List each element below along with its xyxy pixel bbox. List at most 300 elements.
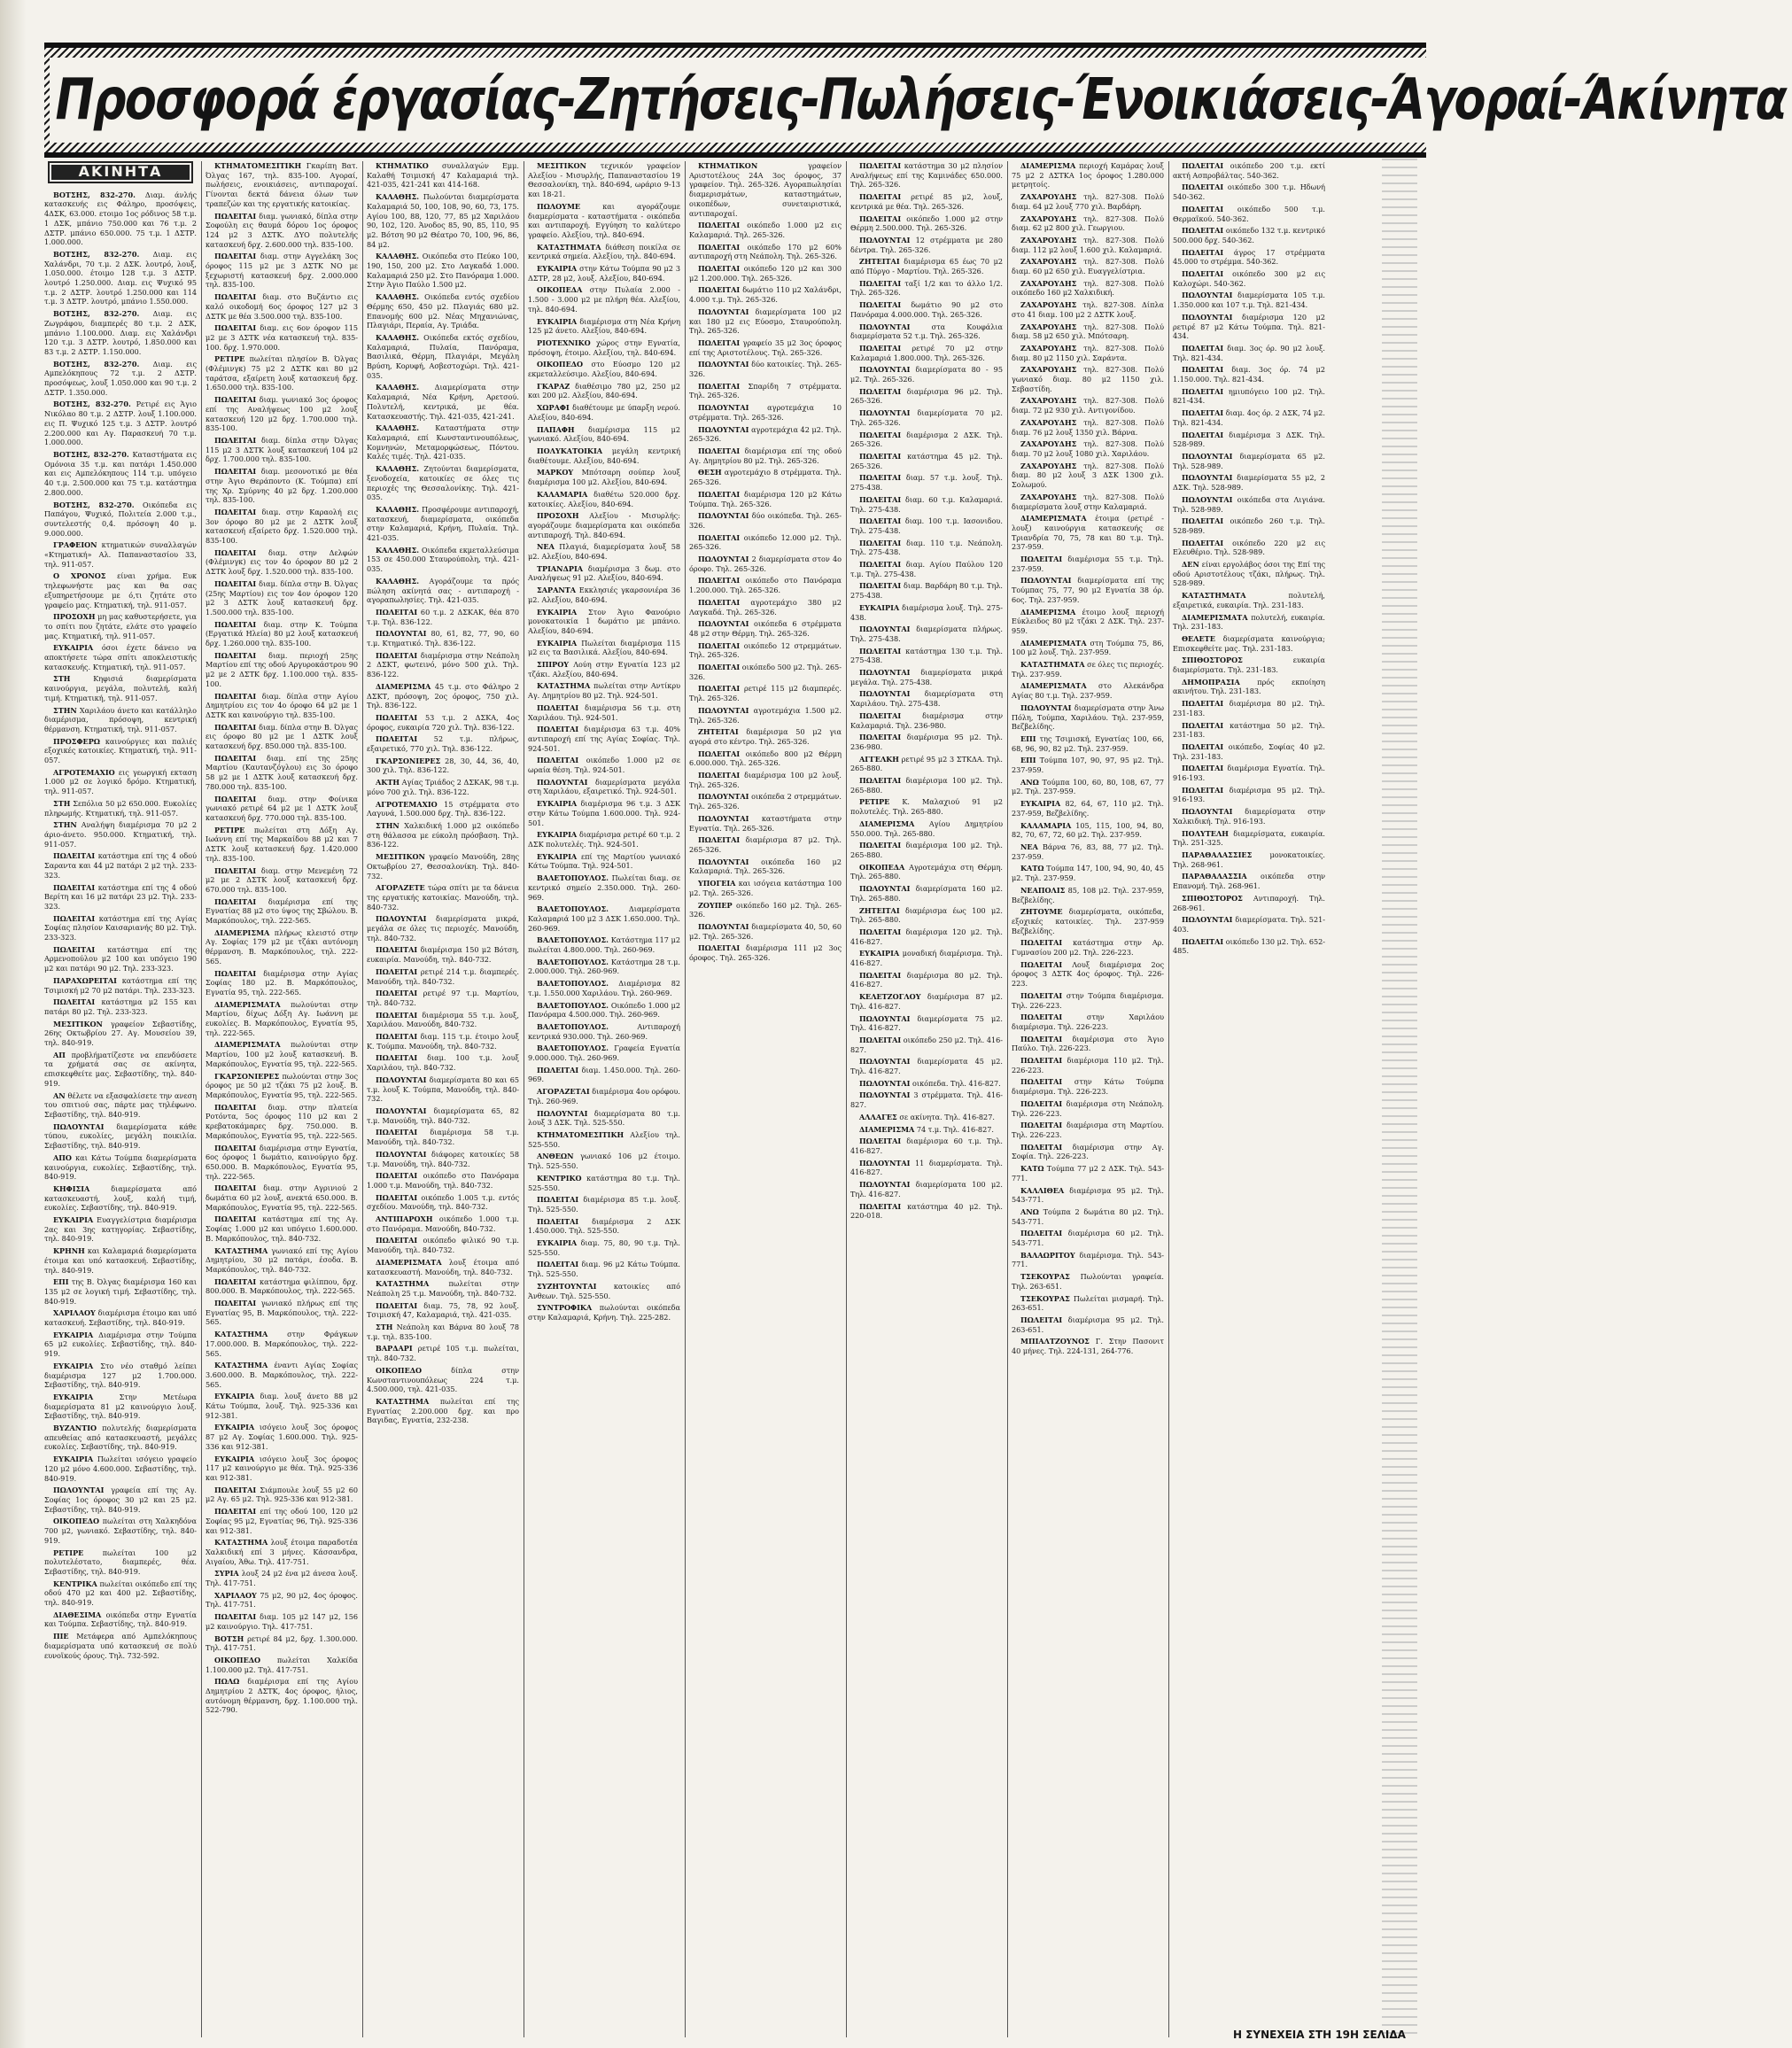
ad-lead-word: ΣΑΡΑΝΤΑ — [537, 586, 577, 595]
ad-text: διαμερίσματα στην Χαλκιδική. Τηλ. 916-193. — [1173, 807, 1325, 826]
ad-lead-word: ΑΝΤΙΠΑΡΟΧΗ — [376, 1214, 433, 1224]
ad-text: Καταστήματα εις Ομόνοια 35 τ.μ. και πατάρι 1.450.000 και εις Αμπελόκηπους 114 τ.μ. υπόγειο 40 τ.μ. 2.500.000 και 75 τ.μ. κατάστημα 2.800.000. — [44, 449, 198, 497]
ad-lead-word: ΕΥΚΑΙΡΙΑ — [537, 264, 578, 274]
ad-text: πωλείται 100 μ2 πολυτελέστατο, διαμπερές, θέα. Σεβαστίδης, τηλ. 840-919. — [44, 1548, 197, 1576]
classified-ad — [1012, 555, 1164, 573]
ad-text: οικόπεδα. Τηλ. 416-827. — [912, 1078, 1001, 1088]
classified-ad — [689, 641, 842, 660]
classified-ad — [1173, 365, 1325, 384]
classified-ad — [1012, 514, 1164, 552]
ad-lead-word: ΠΩΛΕΙΤΑΙ — [859, 1136, 902, 1146]
ad-text: κατάστημα στην Αρ. Γυμνασίου 200 μ2. Τηλ. 226-223. — [1012, 938, 1165, 958]
ad-text: Διαμ. άνλής κατασκευής εις Φάληρο, προσόψεις, 4ΔΣΚ, 63.000. ετοιμο 1ος ρόδινος 58 τ.μ. 1 ΔΣΚ, μπάνιο 750.000 και 76 τ.μ. 2 ΔΣΤΡ. μπάνιο 650.000. 75 τ.μ. 1 ΔΣΤΡ. 1.000.000. — [44, 190, 198, 247]
classified-ad — [528, 1260, 680, 1278]
ad-lead-word: ΠΩΛΕΙΤΑΙ — [698, 943, 741, 953]
ad-lead-word: ΠΩΛΕΙΤΑΙ — [1182, 720, 1224, 730]
ad-text: αγροτεμάχια 1.500 μ2. Τηλ. 265-326. — [689, 705, 842, 725]
ad-lead-word: ΧΑΡΙΛΑΟΥ — [53, 1308, 96, 1318]
ad-lead-word: ΠΩΛΟΥΝΤΑΙ — [1182, 291, 1233, 300]
ad-text: γωνιακό επί της Αγίου Δημητρίου, 30 μ2 πατάρι, έσοδα. Β. Μαρκόπουλος, τηλ. 840-732. — [206, 1245, 358, 1274]
ad-text: διαμ. 75, 78, 92 λουξ. Τσιμισκή 47, Καλαμαριά, τηλ. 421-035. — [367, 1300, 520, 1320]
classified-ad — [206, 1507, 358, 1535]
classified-ad — [367, 1171, 519, 1190]
ad-text: κατάστημα επί της Αγίας Σοφίας πλησίον Καισαριανής 80 μ2. Τηλ. 233-323. — [44, 913, 197, 943]
ad-lead-word: ΠΩΛΕΙΤΑΙ — [1182, 936, 1224, 946]
classified-ad — [44, 571, 197, 609]
ad-text: τηλ. 827-308. Πολύ διαμ. 80 μ2 λουξ 3 ΔΣΚ 1300 χιλ. Σολωμού. — [1012, 461, 1164, 490]
classified-ad — [206, 354, 358, 392]
ad-text: οικόπεδο 800 μ2 Θέρμη 6.000.000. Τηλ. 265-326. — [689, 749, 842, 768]
ad-lead-word: ΚΑΛΑΘΗΣ. — [376, 423, 420, 433]
ad-lead-word: ΠΩΛΕΙΤΑΙ — [859, 538, 902, 547]
classified-ad — [850, 344, 1003, 362]
ad-lead-word: ΖΑΧΑΡΟΥΔΗΣ — [1020, 257, 1077, 267]
classified-ad — [206, 1591, 358, 1610]
ad-lead-word: ΠΩΛΟΥΝΤΑΙ — [698, 619, 749, 629]
ad-lead-word: ΠΩΛΕΙΤΑΙ — [537, 1216, 579, 1226]
ad-text: διαμ. 105 μ2 147 μ2, 156 μ2 καινούργιο. Τηλ. 417-751. — [206, 1612, 359, 1631]
ad-text: διαμέρισμα 100 μ2. Τηλ. 265-880. — [850, 776, 1003, 795]
classified-ad — [44, 1330, 197, 1359]
classified-ad — [206, 969, 358, 997]
ad-lead-word: ΠΡΟΣΟΧΗ — [537, 511, 579, 521]
classified-ad — [44, 1246, 197, 1275]
ad-text: διαμέρισμα 80 μ2. Τηλ. 416-827. — [850, 970, 1003, 989]
classified-ad — [367, 734, 519, 753]
classified-ad — [689, 598, 842, 617]
ad-lead-word: ΠΩΛΕΙΤΑΙ — [1182, 386, 1224, 396]
classified-ad — [367, 252, 519, 290]
classified-ad — [1173, 431, 1325, 449]
classified-ad — [689, 161, 842, 218]
ad-text: Διαμερίσματα στην Καλαμαριά, Νέα Κρήνη, Αρετσού. Πολυτελή, κεντρικά, με θέα. Κατασκευαστής. Τηλ. 421-035, 421-241. — [367, 383, 519, 421]
ad-lead-word: ΠΩΛΕΙΤΑΙ — [537, 756, 579, 765]
classified-ad — [206, 548, 358, 577]
ad-lead-word: ΚΕΝΤΡΙΚΟ — [537, 1173, 582, 1183]
ad-lead-word: ΕΥΚΑΙΡΙΑ — [1020, 799, 1061, 809]
ad-lead-word: ΣΠΙΡΟΥ — [537, 660, 570, 670]
ad-lead-word: ΔΕΝ — [1182, 560, 1199, 570]
classified-ad — [367, 1075, 519, 1104]
ad-lead-word: ΚΑΛΑΘΗΣ. — [376, 192, 420, 202]
ad-text: καινούργιες και παλιές εξοχικές κατοικίες. Κτηματική, τηλ. 911-057. — [44, 736, 197, 765]
ad-lead-word: ΠΩΛΕΙΤΑΙ — [698, 221, 741, 230]
classified-ad — [44, 768, 197, 796]
ad-lead-word: ΠΙΕ — [53, 1632, 69, 1641]
classified-ad — [850, 300, 1003, 319]
ad-lead-word: ΠΩΛΕΙΤΑΙ — [859, 278, 902, 288]
ad-lead-word: ΠΩΛΕΙΤΑΙ — [698, 489, 741, 499]
classified-ad — [528, 1217, 680, 1236]
ad-lead-word: ΠΩΛΕΙΤΑΙ — [376, 1236, 418, 1245]
ad-text: πωλούνται στην Μαρτίου, δίχως Δόξη Αγ. Ιωάννη με ευκολίες. Β. Μαρκόπουλος, Εγνατία 95, τηλ. 222-565. — [206, 999, 358, 1037]
classified-ad — [689, 264, 842, 283]
classified-ad — [44, 1277, 197, 1306]
ad-text: Μπότσαρη σούπερ λουξ διαμέρισμα 100 μ2. Αλεξίου, 840-694. — [528, 468, 680, 487]
ad-text: 82, 64, 67, 110 μ2. Τηλ. 237-959, Βεζβελίδης. — [1012, 799, 1164, 818]
classified-ad — [1012, 907, 1164, 935]
classified-ad — [528, 1238, 680, 1257]
ad-lead-word: ΔΗΜΟΠΡΑΣΙΑ — [1182, 677, 1240, 687]
ad-text: 75 μ2, 90 μ2, 4ος όροφος. Τηλ. 417-751. — [206, 1590, 358, 1610]
classified-ad — [528, 1066, 680, 1084]
ad-text: ρετιρέ 214 τ.μ. διαμπερές. Μανούδη, τηλ. 840-732. — [367, 966, 519, 986]
classified-ad — [1012, 161, 1164, 190]
classified-ad — [1012, 886, 1164, 904]
classified-ad — [367, 1193, 519, 1212]
ad-text: και Κάτω Τούμπα διαμερίσματα καινούργια, ευκολίες. Σεβαστίδης, τηλ. 840-919. — [44, 1152, 197, 1182]
ad-text: στην Κάτω Τούμπα 90 μ2 3 ΔΣΤΡ, 28 μ2, λουξ. Αλεξίου, 840-694. — [528, 264, 680, 283]
ad-text: προβλήματίζεστε να επενδύσετε τα χρήματά σας σε ακίνητα, επισκεφθείτε μας. Σεβαστίδης, τηλ. 840-919. — [44, 1050, 197, 1088]
ad-lead-word: ΠΩΛΕΙΤΑΙ — [1020, 1121, 1063, 1130]
ad-lead-word: ΑΠ — [53, 1050, 66, 1059]
classified-ad — [1173, 226, 1325, 244]
ad-text: διαθέσιμο 780 μ2, 250 μ2 και 200 μ2. Αλεξίου, 840-694. — [528, 381, 680, 400]
classified-ad — [206, 161, 358, 209]
ad-lead-word: ΕΥΚΑΙΡΙΑ — [537, 1238, 578, 1248]
ad-text: Τούμπα 2 δωμάτια 80 μ2. Τηλ. 543-771. — [1012, 1206, 1164, 1226]
ad-lead-word: ΒΑΛΑΩΡΙΤΟΥ — [1020, 1250, 1075, 1260]
ad-text: οικόπεδο 300 τ.μ. Ηδωνή 540-362. — [1173, 182, 1326, 202]
ad-lead-word: ΡΕΤΙΡΕ — [859, 797, 890, 807]
ad-text: Διαμέρισμα 82 τ.μ. 1.550.000 Χαριλάου. Τηλ. 260-969. — [528, 979, 680, 997]
classified-ad — [206, 1072, 358, 1100]
ad-text: οικόπεδα στην Επανομή. Τηλ. 268-961. — [1173, 872, 1325, 891]
ad-text: δύο οικόπεδα. Τηλ. 265-326. — [689, 511, 842, 530]
classified-ad — [367, 1236, 519, 1254]
ad-text: ρετιρέ 70 μ2 στην Καλαμαριά 1.800.000. Τηλ. 265-326. — [850, 343, 1003, 362]
classified-ad — [367, 651, 519, 679]
ad-lead-word: ΒΑΛΕΤΟΠΟΥΛΟΣ. — [537, 1021, 609, 1031]
classified-ad — [1012, 938, 1164, 957]
ad-text: διάφορες κατοικίες 58 τ.μ. Μανούδη, τηλ. 840-732. — [367, 1149, 519, 1168]
ad-text: διαμ. γωνιακό 3ος όροφος επί της Αναλήψεως 100 μ2 λουξ κατασκευή 120 μ2 δρχ. 1.700.000 τηλ. 835-100. — [206, 395, 358, 433]
classified-ad — [1012, 756, 1164, 774]
classified-ad — [367, 1011, 519, 1029]
ad-lead-word: ΚΑΛΛΙΘΕΑ — [1020, 1185, 1065, 1195]
classified-ad — [850, 971, 1003, 989]
ad-lead-word: ΠΩΛΕΙΤΑΙ — [214, 1299, 257, 1308]
ad-text: διαμέρισμα έως 100 μ2. Τηλ. 265-880. — [850, 905, 1004, 925]
ad-lead-word: ΖΑΧΑΡΟΥΔΗΣ — [1020, 343, 1077, 353]
ad-lead-word: ΠΩΛΟΥΝΤΑΙ — [698, 921, 749, 931]
classified-ad — [528, 1130, 680, 1149]
classified-ad — [850, 1036, 1003, 1054]
ad-lead-word: ΠΩΛΟΥΝΤΑΙ — [376, 1105, 427, 1115]
ad-lead-word: ΠΩΛΕΙΤΑΙ — [698, 771, 741, 780]
ad-text: διαμερίσματα, οικόπεδα, εξοχικές κατοικίες. Τηλ. 237-959 Βεζβελίδης. — [1012, 907, 1165, 935]
classified-ad — [44, 1215, 197, 1244]
classified-ad — [44, 1020, 197, 1048]
classified-ad — [528, 317, 680, 336]
ad-text: Αλεξίου - Μισυρλής: αγοράζουμε διαμερίσματα και οικόπεδα αντιπαροχή. Τηλ. 840-694. — [528, 511, 680, 539]
ad-lead-word: ΕΥΚΑΙΡΙΑ — [53, 1455, 94, 1464]
ad-text: λουξ έτοιμα από κατασκευαστή. Μανούδη, τηλ. 840-732. — [367, 1257, 519, 1276]
ad-lead-word: ΚΑΤΑΣΤΗΜΑ — [214, 1330, 268, 1339]
ad-text: γωνιακό πλήρως επί της Εγνατίας 95, Β. Μαρκόπουλος, τηλ. 222-565. — [206, 1299, 358, 1327]
ad-lead-word: ΟΙΚΟΠΕΔΟ — [376, 1365, 423, 1375]
ad-lead-word: ΑΓΓΕΛΚΗ — [859, 754, 899, 764]
classified-ad — [850, 1202, 1003, 1221]
classified-ad — [850, 1180, 1003, 1199]
classified-ad — [206, 1612, 358, 1631]
ad-text: εις γεωργική εκταση 1.000 μ2 σε λογικό δρόμο. Κτηματική, τηλ. 911-057. — [44, 767, 197, 796]
ad-lead-word: ΠΩΛΟΥΝΤΑΙ — [376, 1149, 427, 1159]
ad-lead-word: ΚΑΤΑΣΤΗΜΑ — [214, 1245, 268, 1255]
classified-ad — [528, 360, 680, 378]
ad-text: καταστήματα στην Εγνατία. Τηλ. 265-326. — [689, 813, 842, 833]
ad-text: διαμερίσματα 105 τ.μ. 1.350.000 και 107 τ.μ. Τηλ. 821-434. — [1173, 291, 1325, 310]
ad-lead-word: ΠΩΛΕΙΤΑΙ — [859, 430, 902, 439]
ad-text: διάθεση ποικίλα σε κεντρικά σημεία. Αλεξίου, τηλ. 840-694. — [528, 242, 680, 261]
ad-lead-word: ΠΩΛΕΙΤΑΙ — [859, 343, 902, 353]
ad-text: διαμ. επί της 25ης Μαρτίου (Καυτανζόγλου) εις 3ο όροφο 58 μ2 με 1 ΔΣΤΚ λουξ κατασκευή δρχ. 780.000 τηλ. 835-100. — [206, 753, 358, 791]
ad-lead-word: ΠΩΛΕΙΤΑΙ — [1182, 408, 1224, 418]
ad-text: Τούμπα 77 μ2 2 ΔΣΚ. Τηλ. 543-771. — [1012, 1164, 1164, 1183]
ad-text: διαμ. στην Αγγελάκη 3ος όροφος 115 μ2 με 3 ΔΣΤΚ ΝΟ με ξεχωριστή κατασκευή δρχ. 2.000.000 τηλ. 835-100. — [206, 252, 358, 290]
classified-column — [528, 161, 680, 2037]
ad-lead-word: ΠΩΛΕΙΤΑΙ — [859, 386, 902, 396]
classified-ad — [689, 221, 842, 239]
ad-text: κατάστημα επί της 4 οδού Βερίτη και 16 μ2 πατάρι 23 μ2. Τηλ. 233-323. — [44, 882, 197, 911]
ad-lead-word: ΠΩΛΕΙΤΑΙ — [214, 1183, 257, 1193]
ad-lead-word: ΠΩΛΕΙΤΑΙ — [53, 913, 96, 923]
classified-ad — [1012, 279, 1164, 298]
ad-lead-word: ΠΩΛΕΙΤΑΙ — [214, 323, 257, 333]
ad-lead-word: ΔΙΑΜΕΡΙΣΜΑΤΑ — [376, 1257, 442, 1267]
ad-text: διαμέρισμα 150 μ2 Βότση, ευκαιρία. Μανούδη, τηλ. 840-732. — [367, 945, 519, 965]
classified-ad — [44, 1632, 197, 1660]
ad-lead-word: ΑΓΟΡΑΖΕΤΑΙ — [537, 1087, 590, 1097]
ad-text: διαμέρισμα στην Εγνατία, 6ος όροφος 1 δωμάτιο, καινούργιο δρχ. 650.000. Β. Μαρκόπουλος, Εγνατία 95, τηλ. 222-565. — [206, 1143, 359, 1181]
ad-lead-word: ΖΑΧΑΡΟΥΔΗΣ — [1020, 492, 1077, 501]
ad-lead-word: ΠΩΛΕΙΤΑΙ — [1182, 247, 1224, 257]
classified-ad — [689, 857, 842, 876]
ad-lead-word: ΠΩΛΟΥΝΤΑΙ — [859, 1158, 911, 1168]
ad-lead-word: ΔΙΑΜΕΡΙΣΜΑ — [1020, 161, 1076, 170]
classified-ad — [1012, 576, 1164, 604]
classified-ad — [206, 1455, 358, 1483]
ad-text: Αγίας Τριάδος 2 ΔΣΚΑΚ, 98 τ.μ. μόνο 700 χιλ. Τηλ. 836-122. — [367, 778, 519, 796]
classified-ad — [367, 1344, 519, 1362]
ad-lead-word: ΖΗΤΟΥΜΕ — [1020, 907, 1063, 917]
ad-lead-word: ΚΑΛΑΘΗΣ. — [376, 464, 420, 474]
ad-lead-word: ΠΩΛΕΙΤΑΙ — [1020, 1315, 1063, 1324]
ad-lead-word: ΕΥΚΑΙΡΙΑ — [537, 830, 578, 840]
ad-text: διαμέρισμα στην Νεάπολη 2 ΔΣΚΤ, φωτεινό, μόνο 500 χιλ. Τηλ. 836-122. — [367, 650, 519, 679]
ad-text: επί της Μαρτίου γωνιακό Κάτω Τούμπα. Τηλ. 924-501. — [528, 851, 680, 871]
classified-ad — [206, 1677, 358, 1715]
ad-lead-word: ΔΙΑΜΕΡΙΣΜΑ — [214, 927, 270, 937]
ad-text: ημιυπόγειο 100 μ2. Τηλ. 821-434. — [1173, 386, 1325, 406]
classified-ad — [528, 285, 680, 314]
classified-ad — [367, 161, 519, 190]
classified-ad — [367, 914, 519, 943]
ad-lead-word: ΠΩΛΕΙΤΑΙ — [698, 640, 741, 650]
ad-text: Αντιπαροχή. Τηλ. 268-961. — [1173, 893, 1325, 912]
ad-text: διαμέρισμα στην Αγίας Σοφίας 180 μ2. Β. Μαρκόπουλος, Εγνατία 95, τηλ. 222-565. — [206, 968, 358, 997]
classified-ad — [1173, 182, 1325, 201]
classified-ad — [689, 360, 842, 378]
ad-lead-word: ΠΩΛΟΥΝΤΑΙ — [859, 1090, 911, 1100]
classified-ad — [689, 835, 842, 854]
ad-lead-word: ΠΩΛΕΙΤΑΙ — [1020, 938, 1063, 948]
classified-ad — [850, 516, 1003, 535]
ad-text: αγροτεμάχια 42 μ2. Τηλ. 265-326. — [689, 424, 842, 444]
classified-ad — [1012, 1186, 1164, 1205]
classified-ad — [367, 852, 519, 880]
ad-lead-word: ΒΥΖΑΝΤΙΟ — [53, 1424, 97, 1433]
ad-lead-word: ΚΑΛΑΘΗΣ. — [376, 252, 420, 261]
classified-ad — [206, 252, 358, 290]
ad-text: Κατάστημα 28 τ.μ. 2.000.000. Τηλ. 260-969. — [528, 957, 680, 976]
ad-lead-word: ΕΥΚΑΙΡΙΑ — [537, 638, 578, 648]
classified-ad — [367, 1258, 519, 1276]
classified-ad — [1012, 734, 1164, 753]
ad-text: Οικόπεδα στο Πεύκο 100, 190, 150, 200 μ2. Στο Λαγκαδά 1.000. Καλαμαριά 250 μ2. Στο Πανόραμα 1.000. Στην Άγιο Παύλο 1.500 μ2. — [367, 252, 520, 290]
ad-lead-word: ΠΩΛΕΙΤΑΙ — [1182, 365, 1224, 375]
ad-lead-word: ΠΩΛΕΙΤΑΙ — [214, 1612, 257, 1622]
ad-text: διαμέρισμα έτοιμο και υπό κατασκευή. Σεβαστίδης, τηλ. 840-919. — [44, 1308, 197, 1328]
ad-lead-word: ΠΩΛΕΙΤΑΙ — [376, 966, 418, 976]
ad-lead-word: ΠΩΛΟΥΝΤΑΙ — [1182, 807, 1233, 817]
ad-text: πωλείται Χαλκίδα 1.100.000 μ2. Τηλ. 417-751. — [206, 1655, 358, 1674]
ad-text: Διαμ. εις Ζωγράφου, διαμπερές 80 τ.μ. 2 ΔΣΚ, μπάνιο 1.100.000. Διαμ. εις Χαλάνδρι 120 τ.μ. 3 ΔΣΤΡ. λουτρό, 1.850.000 και 83 τ.μ. 2 ΔΣΤΡ. 1.150.000. — [44, 309, 197, 356]
classified-ad — [528, 958, 680, 976]
ad-lead-word: ΠΩΛΕΙΤΑΙ — [698, 576, 741, 586]
ad-lead-word: ΠΡΟΣΦΕΡΩ — [53, 736, 101, 746]
ad-lead-word: ΣΤΗΝ — [376, 821, 400, 830]
ad-lead-word: ΠΩΛΕΙΤΑΙ — [1020, 1142, 1063, 1152]
ad-lead-word: ΖΟΥΠΕΡ — [698, 900, 733, 910]
ad-lead-word: ΧΑΡΙΛΑΟΥ — [214, 1590, 257, 1600]
classified-ad — [850, 560, 1003, 578]
ad-lead-word: ΠΩΛΕΙΤΑΙ — [537, 702, 579, 712]
classified-ad — [1012, 660, 1164, 679]
ad-text: διαμέρισμα 100 μ2 λουξ. Τηλ. 265-326. — [689, 771, 842, 789]
ad-lead-word: ΠΩΛΕΙΤΑΙ — [859, 473, 902, 483]
ad-text: Οικόπεδα εις Παπάγου, Ψυχικό, Πολιτεία 2.000 τ.μ., συντελεστής 0,4. πρόσοψη 40 μ. 9.000.000. — [44, 500, 197, 538]
ad-text: πωλείται πλησίον Β. Όλγας (Φλέμινγκ) 75 μ2 2 ΔΣΤΚ και 80 μ2 ταράτσα, εξαίρετη λουξ κατασκευή δρχ. 1.650.000 τηλ. 835-100. — [206, 354, 358, 392]
classified-ad — [850, 711, 1003, 730]
ad-text: διαμερίσματα κάθε τύπου, ευκολίες, μεγάλη ποικιλία. Σεβαστίδης, τηλ. 840-919. — [44, 1121, 197, 1151]
ad-lead-word: ΠΩΛΕΙΤΑΙ — [1020, 1229, 1063, 1238]
column-rule — [846, 161, 847, 2037]
ad-text: διαμερίσματα από κατασκευαστή, λουξ, καλή τιμή, ευκολίες. Σεβαστίδης, τηλ. 840-919. — [44, 1183, 197, 1213]
ad-text: κατάστημα επί της 4 οδού Σαραντα και 44 μ2 πατάρι 2 μ2 τηλ. 233-323. — [44, 851, 197, 880]
ad-text: τηλ. 827-308. Πολύ οικόπεδο 160 μ2 Χαλκιδική. — [1012, 278, 1164, 298]
ad-lead-word: ΣΤΗ — [53, 674, 71, 684]
classified-ad — [367, 1150, 519, 1168]
ad-text: ρετιρέ 95 μ2 3 ΣΤΚΔΑ. Τηλ. 265-880. — [850, 754, 1003, 773]
ad-lead-word: ΠΩΛΟΥΝΤΑΙ — [53, 1121, 105, 1131]
ad-text: Στο νέο σταθμό λείπει διαμέρισμα 127 μ2 1.700.000. Σεβαστίδης, τηλ. 840-919. — [44, 1361, 198, 1390]
ad-text: δωμάτιο 90 μ2 στο Πανόραμα 4.000.000. Τηλ. 265-326. — [850, 300, 1004, 319]
ad-text: οικόπεδο 220 μ2 εις Ελευθέριο. Τηλ. 528-989. — [1173, 538, 1326, 557]
ad-text: ισόγειο λουξ 3ος όροφος 87 μ2 Αγ. Σοφίας 1.600.000. Τηλ. 925-336 και 912-381. — [206, 1423, 358, 1451]
ad-text: 28, 30, 44, 36, 40, 300 χιλ. Τηλ. 836-122. — [367, 756, 519, 775]
ad-lead-word: ΠΩΛΟΥΝΤΑΙ — [698, 705, 749, 715]
ad-text: Διαμερίσματα Καλαμαριά 100 μ2 3 ΔΣΚ 1.650.000. Τηλ. 260-969. — [528, 904, 681, 933]
ad-lead-word: ΠΩΛΕΙΤΑΙ — [1020, 1098, 1063, 1108]
ad-text: οικόπεδο 300 μ2 εις Καλοχώρι. 540-362. — [1173, 269, 1326, 288]
classified-ad — [689, 706, 842, 725]
ad-text: διαμέρισμα 100 μ2. Τηλ. 265-880. — [850, 841, 1003, 859]
classified-ad — [1012, 322, 1164, 341]
ad-text: Χαριλάου άνετο και κατάλληλο διαμέρισμα, πρόσοψη, κεντρική θέρμανση. Κτηματική, τηλ. 911-057. — [44, 705, 197, 733]
ad-text: οικόπεδο 12 στρεμμάτων. Τηλ. 265-326. — [689, 640, 842, 660]
classified-ad — [850, 797, 1003, 816]
ad-lead-word: ΠΩΛΕΙΤΑΙ — [698, 684, 741, 694]
ad-lead-word: ΒΟΤΣΗΣ, 832-270. — [53, 500, 135, 509]
ad-lead-word: ΠΩΛΟΥΝΤΑΙ — [859, 689, 911, 699]
ad-lead-word: ΠΩΛΕΙΤΑΙ — [859, 646, 902, 656]
classified-ad — [1012, 257, 1164, 275]
ad-lead-word: ΒΑΛΕΤΟΠΟΥΛΟΣ. — [537, 1043, 609, 1053]
classified-ad — [528, 703, 680, 722]
ad-lead-word: ΖΑΧΑΡΟΥΔΗΣ — [1020, 278, 1077, 288]
ad-text: διαμέρισμα 55 τ.μ. Τηλ. 237-959. — [1012, 555, 1164, 573]
classified-ad — [367, 756, 519, 775]
ad-text: σε όλες τις περιοχές. Τηλ. 237-959. — [1012, 660, 1165, 679]
masthead-banner — [44, 43, 1786, 158]
ad-lead-word: ΠΩΛΟΥΝΤΑΙ — [1182, 312, 1233, 322]
classified-ad — [367, 1366, 519, 1394]
ad-text: στην Πυλαία 2.000 - 1.500 - 3.000 μ2 με πλήρη θέα. Αλεξίου, τηλ. 840-694. — [528, 285, 680, 314]
ad-lead-word: ΠΩΛΕΙΤΑΙ — [214, 395, 257, 405]
ad-lead-word: ΠΩΛΕΙΤΑΙ — [1182, 516, 1224, 526]
ad-lead-word: ΤΣΕΚΟΥΡΑΣ — [1020, 1293, 1070, 1303]
ad-text: διαμερίσματα 100 μ2. Τηλ. 416-827. — [850, 1180, 1003, 1199]
ad-text: ρετιρέ 85 μ2, λουξ, κεντρικά με θέα. Τηλ. 265-326. — [850, 192, 1003, 211]
ad-lead-word: ΘΕΛΕΤΕ — [1182, 633, 1215, 643]
classified-ad — [850, 214, 1003, 233]
ad-text: διαμερίσματα καινούργια; Επισκεφθείτε μας. Τηλ. 231-183. — [1173, 633, 1325, 653]
ad-text: διαμέρισμα 115 μ2 γωνιακό. Αλεξίου, 840-694. — [528, 424, 680, 444]
ad-text: διαμέρισμα 95 μ2. Τηλ. 263-651. — [1012, 1315, 1164, 1334]
ad-lead-word: ΚΑΤΑΣΤΗΜΑ — [537, 681, 591, 691]
ad-text: διαθέτω 520.000 δρχ. κατοικίες. Αλεξίου, 840-694. — [528, 489, 680, 508]
classified-ad — [528, 725, 680, 753]
ad-text: οικόπεδο 500 τ.μ. Θερμαϊκού. 540-362. — [1173, 204, 1325, 223]
classified-ad — [528, 202, 680, 240]
ad-text: κατοικίες από Άνθεων. Τηλ. 525-550. — [528, 1281, 680, 1300]
ad-text: διαμ. στην πλατεία Ροτόντα, 5ος όροφος 110 μ2 και 2 κρεβατοκάμαρες δρχ. 750.000. Β. Μαρκόπουλος, Εγνατία 95, τηλ. 222-565. — [206, 1102, 358, 1140]
ad-text: σε ακίνητα. Τηλ. 416-827. — [899, 1112, 995, 1121]
ad-lead-word: ΠΩΛΕΙΤΑΙ — [214, 1485, 257, 1494]
ad-text: διαμέρισμα στη Μαρτίου. Τηλ. 226-223. — [1012, 1121, 1164, 1139]
classified-ad — [528, 511, 680, 539]
ad-text: διαμέρισμα στην Αγ. Σοφία. Τηλ. 226-223. — [1012, 1142, 1164, 1161]
classified-ad — [689, 490, 842, 508]
ad-lead-word: ΟΙΚΟΠΕΔΑ — [537, 285, 583, 295]
classified-ad — [850, 431, 1003, 449]
ad-text: κατάστημα 50 μ2. Τηλ. 231-183. — [1173, 720, 1325, 740]
ad-text: Τούμπα 107, 90, 97, 95 μ2. Τηλ. 237-959. — [1012, 756, 1165, 775]
ad-lead-word: ΠΩΛΟΥΝΤΑΙ — [859, 884, 911, 894]
ad-lead-word: ΠΩΛΕΙΤΑΙ — [698, 337, 741, 347]
ad-lead-word: ΠΩΛΟΥΝΤΑΙ — [859, 1078, 911, 1088]
classified-ad — [1173, 678, 1325, 696]
classified-ad — [367, 800, 519, 818]
ad-lead-word: ΠΩΛΕΙΤΑΙ — [1182, 269, 1224, 279]
ad-text: πολυτελή, ευκαιρία. Τηλ. 231-183. — [1173, 612, 1325, 632]
ad-text: γραφείον Αριστοτέλους 24Α 3ος όροφος, 37 γραφείον. Τηλ. 265-326. Αγοραπωλησίαι διαμερισμάτων, καταστημάτων, οικοπέδων, συνεταιριστικά, αντιπαροχαί. — [689, 161, 842, 218]
classified-ad — [850, 279, 1003, 298]
ad-lead-word: ΒΑΛΕΤΟΠΟΥΛΟΣ. — [537, 1000, 609, 1010]
classified-ad — [1173, 613, 1325, 632]
ad-text: δωμάτιο 110 μ2 Χαλάνδρι, 4.000 τ.μ. Τηλ. 265-326. — [689, 285, 842, 305]
